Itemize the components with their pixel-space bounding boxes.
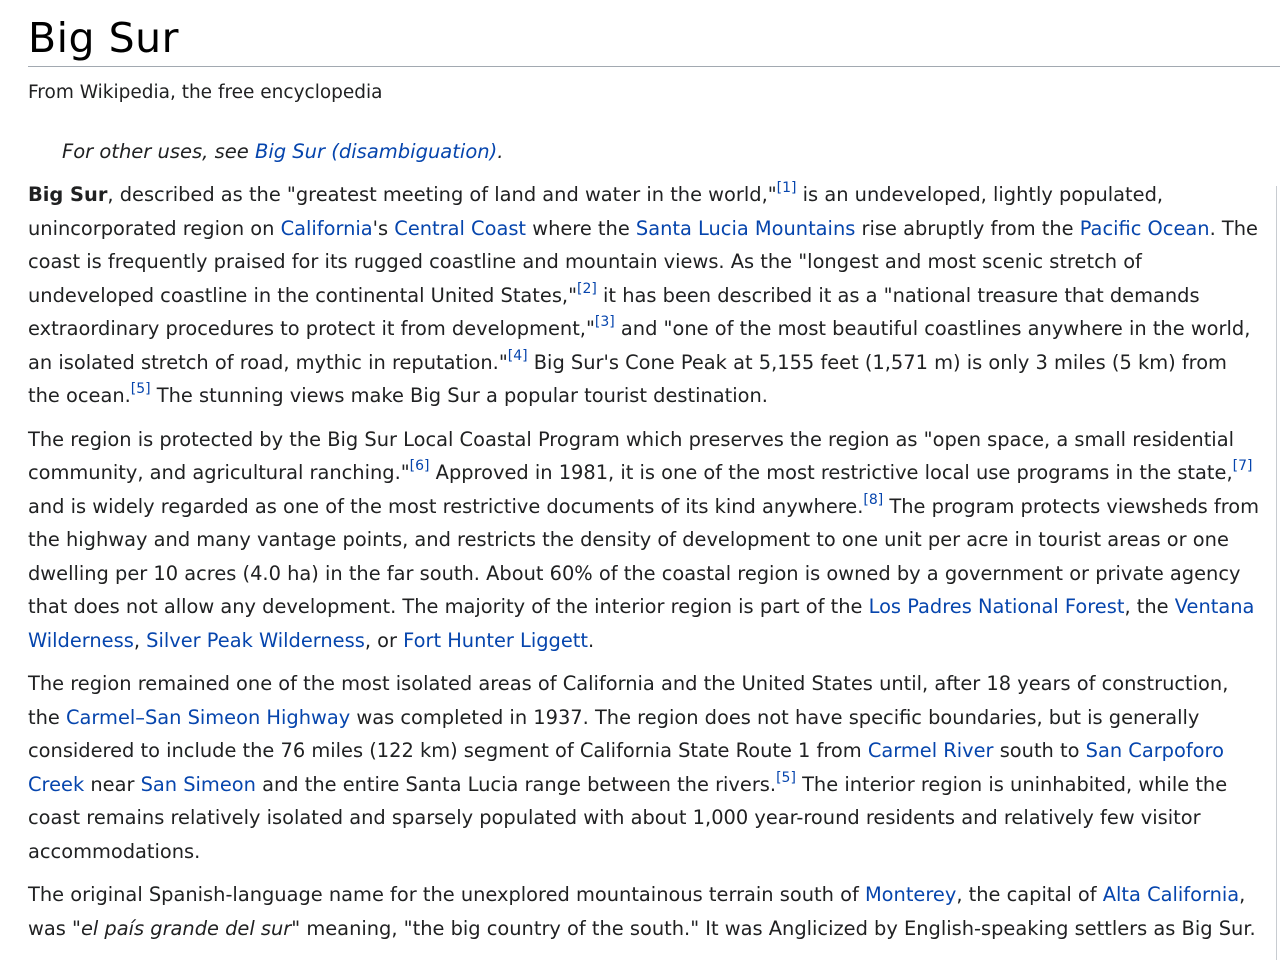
hatnote [62, 138, 503, 166]
text: . The coast is frequently praised for its rugged coastline and mountain views. As the "longest and most scenic stretch of undeveloped coastline in the continental United States," [28, 216, 1258, 307]
content-frame-edge [1276, 186, 1277, 960]
citation-2 [577, 281, 597, 297]
link-santa-lucia-mountains[interactable]: Santa Lucia Mountains [635, 216, 856, 240]
citation-3 [595, 314, 615, 330]
text: Approved in 1981, it is one of the most restrictive local use programs in the state, [429, 461, 1233, 484]
citation-1 [777, 180, 797, 196]
citation-link[interactable]: [5] [130, 381, 151, 397]
text: rise abruptly from the [855, 216, 1080, 240]
citation-link[interactable]: [1] [776, 180, 797, 196]
hatnote-suffix: . [497, 140, 504, 163]
citation-8 [863, 492, 883, 508]
citation-link[interactable]: [5] [776, 769, 796, 786]
citation-link[interactable]: [2] [577, 280, 597, 297]
text: Big Sur's Cone Peak at 5,155 feet (1,571 m) is only 3 miles (5 km) from the ocean. [28, 350, 1227, 407]
citation-7 [1233, 458, 1253, 474]
text: where the [526, 216, 636, 240]
link-silver-peak-wilderness[interactable]: Silver Peak Wilderness [146, 628, 365, 652]
text: The original Spanish-language name for the unexplored mountainous terrain south of [28, 883, 865, 906]
text: , described as the "greatest meeting of land and water in the world," [107, 183, 777, 206]
text: and is widely regarded as one of the most restrictive documents of its kind anywhere. [28, 494, 864, 518]
link-monterey[interactable]: Monterey [864, 883, 957, 906]
spanish-name: el país grande del sur [80, 916, 292, 940]
citation-link[interactable]: [6] [409, 458, 430, 474]
paragraph-name-origin [28, 878, 1260, 945]
link-san-simeon[interactable]: San Simeon [140, 772, 256, 796]
bold-subject: Big Sur [28, 183, 108, 206]
text: The region remained one of the most isolated areas of California and the United States until, after 18 years of construction, the [28, 672, 1229, 729]
paragraph-intro [28, 178, 1260, 413]
link-ventana-wilderness[interactable]: Ventana Wilderness [28, 595, 1255, 652]
link-carmel-river[interactable]: Carmel River [867, 739, 994, 762]
link-alta-california[interactable]: Alta California [1102, 883, 1240, 906]
text: and "one of the most beautiful coastlines anywhere in the world, an isolated stretch of road, mythic in reputation." [28, 317, 1251, 374]
text: , [133, 628, 147, 652]
text: , the [1124, 595, 1175, 618]
link-fort-hunter-liggett[interactable]: Fort Hunter Liggett [403, 628, 588, 652]
citation-link[interactable]: [3] [594, 314, 615, 330]
text: 's [372, 216, 395, 240]
paragraph-coastal-program [28, 423, 1260, 658]
paragraph-isolation [28, 667, 1260, 868]
disambiguation-link[interactable]: Big Sur (disambiguation) [254, 140, 498, 163]
text: The region is protected by the Big Sur Local Coastal Program which preserves the region as "open space, a small residential community, and agricultural ranching." [28, 427, 1234, 484]
page-title: Big Sur [28, 14, 179, 62]
article-body [28, 178, 1260, 955]
link-pacific-ocean[interactable]: Pacific Ocean [1079, 216, 1210, 240]
citation-link[interactable]: [4] [507, 347, 528, 364]
text: , was " [28, 883, 1246, 940]
link-california[interactable]: California [280, 216, 373, 240]
text: The interior region is uninhabited, while the coast remains relatively isolated and sparsely populated with about 1,000 year-round residents and relatively few visitor accommodations. [28, 772, 1228, 863]
citation-5 [776, 770, 796, 786]
text: and the entire Santa Lucia range between the rivers. [255, 772, 777, 796]
citation-4 [508, 348, 528, 364]
hatnote-prefix: For other uses, see [62, 140, 255, 163]
text: " meaning, "the big country of the south." It was Anglicized by English-speaking settlers as Big Sur. [291, 916, 1256, 940]
text: it has been described it as a "national treasure that demands extraordinary procedures to protect it from development," [28, 283, 1200, 340]
text: The program protects viewsheds from the highway and many vantage points, and restricts the density of development to one unit per acre in tourist areas or one dwelling per 10 acres (4.0 ha) in the far south. About 60% of the coastal region is owned by a government or private agency that does not allow any development. The majority of the interior region is part of the [28, 494, 1260, 618]
citation-5 [131, 381, 151, 397]
text: was completed in 1937. The region does not have specific boundaries, but is generally considered to include the 76 miles (122 km) segment of California State Route 1 from [28, 705, 1200, 762]
link-carmel-san-simeon-highway[interactable]: Carmel–San Simeon Highway [66, 705, 351, 729]
link-los-padres-national-forest[interactable]: Los Padres National Forest [868, 595, 1125, 618]
citation-6 [410, 458, 430, 474]
link-central-coast[interactable]: Central Coast [394, 216, 527, 240]
text: , the capital of [956, 883, 1103, 906]
title-header [28, 12, 1280, 67]
text: The stunning views make Big Sur a popular tourist destination. [150, 384, 768, 407]
text: . [587, 628, 595, 652]
citation-link[interactable]: [7] [1232, 458, 1253, 474]
text: , or [364, 628, 404, 652]
link-san-carpoforo-creek[interactable]: San Carpoforo Creek [28, 739, 1224, 796]
citation-link[interactable]: [8] [863, 491, 884, 508]
text: is an undeveloped, lightly populated, unincorporated region on [28, 183, 1164, 240]
site-tagline: From Wikipedia, the free encyclopedia [28, 82, 383, 103]
text: near [84, 772, 141, 796]
text: south to [993, 739, 1086, 762]
